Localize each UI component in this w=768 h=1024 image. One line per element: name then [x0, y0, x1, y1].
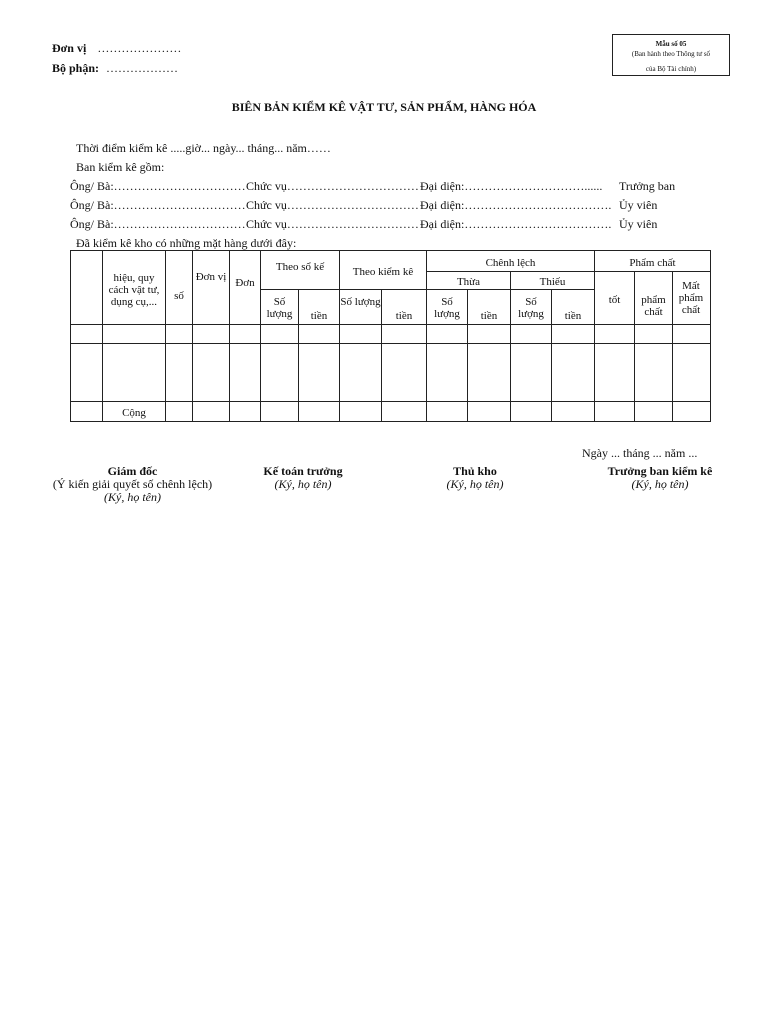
date-line: Ngày ... tháng ... năm ... [582, 446, 698, 460]
th-don-vi: Đơn vị [195, 271, 227, 283]
table-vline [551, 289, 552, 422]
thoi-diem-kiem-ke: Thời điểm kiểm kê .....giờ... ngày... tháng... năm…… [76, 141, 331, 155]
table-vline [229, 250, 230, 422]
th-mat-pham-chat: Mất phẩm chất [678, 280, 704, 316]
signer-title: Kế toán trưởng [263, 464, 343, 478]
th-tien: tiền [480, 310, 498, 322]
member-2-name: Ông/ Bà:…………………………… [70, 198, 246, 212]
table-border-bottom [70, 421, 711, 422]
th-tien: tiền [310, 310, 328, 322]
th-theo-so-ke: Theo sổ kế [275, 261, 325, 273]
bo-phan-label: Bộ phận: [52, 61, 100, 75]
th-pham-chat-sub: phẩm chất [641, 294, 666, 318]
signer-title: Thủ kho [453, 464, 497, 478]
signer-sign: (Ký, họ tên) [104, 490, 161, 504]
th-thieu: Thiếu [539, 276, 566, 288]
member-3-role: Ủy viên [619, 217, 658, 231]
mau-so-box [612, 34, 730, 76]
th-thua: Thừa [456, 276, 481, 288]
table-line-row1 [70, 343, 710, 344]
th-chenh-lech: Chênh lệch [485, 257, 536, 269]
signer-giam-doc [40, 465, 225, 504]
bo-phan-row [52, 61, 178, 76]
table-vline [260, 250, 261, 422]
signer-title: Giám đốc [107, 464, 158, 478]
member-2-representing: Đại diện:………………………………. [420, 198, 612, 212]
row-cong: Cộng [122, 407, 146, 419]
th-so-luong: Số lượng [340, 296, 381, 308]
member-1-representing: Đại diện:…………………………...... [420, 179, 603, 193]
member-3-representing: Đại diện:………………………………. [420, 217, 612, 231]
th-theo-kiem-ke: Theo kiểm kê [352, 266, 414, 278]
table-line-header-bottom [70, 324, 710, 325]
table-vline [510, 271, 511, 422]
th-pham-chat: Phẩm chất [629, 257, 676, 269]
th-so: số [174, 290, 184, 302]
table-vline [381, 289, 382, 422]
member-3-position: Chức vụ…………………………… [246, 217, 419, 231]
mau-so-line1: Mẫu số 05 [655, 40, 687, 48]
th-tien: tiền [395, 310, 413, 322]
member-1-name: Ông/ Bà:…………………………… [70, 179, 246, 193]
table-line-pham-chat [594, 271, 710, 272]
don-vi-row [52, 41, 181, 56]
table-line-row2 [70, 401, 710, 402]
member-1-position: Chức vụ…………………………… [246, 179, 419, 193]
table-border-top [70, 250, 710, 251]
member-3-name: Ông/ Bà:…………………………… [70, 217, 246, 231]
table-vline [594, 250, 595, 422]
bo-phan-dots: ……………… [106, 61, 179, 75]
signer-sub: (Ý kiến giải quyết số chênh lệch) [52, 477, 213, 491]
th-don: Đơn [235, 277, 255, 289]
table-border-left [70, 250, 71, 422]
th-so-luong: Số lượng [434, 296, 460, 320]
mau-so-line2: (Ban hành theo Thông tư số [631, 50, 711, 58]
ban-kiem-ke-label: Ban kiểm kê gồm: [76, 160, 165, 174]
table-vline [467, 289, 468, 422]
don-vi-label: Đơn vị [52, 41, 87, 55]
signer-truong-ban [580, 465, 740, 491]
signer-title: Trưởng ban kiểm kê [607, 464, 713, 478]
mau-so-line3: của Bộ Tài chính) [645, 65, 697, 73]
table-vline [298, 289, 299, 422]
th-tot: tốt [608, 294, 621, 306]
th-item-name: hiệu, quy cách vật tư, dụng cụ,... [108, 272, 160, 308]
th-so-luong: Số lượng [266, 296, 293, 320]
member-2-role: Ủy viên [619, 198, 658, 212]
signer-sign: (Ký, họ tên) [446, 477, 504, 491]
table-border-right [710, 250, 711, 422]
page-title: BIÊN BẢN KIỂM KÊ VẬT TƯ, SẢN PHẨM, HÀNG HÓA [231, 100, 537, 114]
signer-sign: (Ký, họ tên) [631, 477, 689, 491]
th-tien: tiền [564, 310, 582, 322]
don-vi-dots: ………………… [97, 41, 182, 55]
table-line-subheader [260, 289, 594, 290]
signer-sign: (Ký, họ tên) [274, 477, 332, 491]
signer-ke-toan-truong [238, 465, 368, 491]
th-so-luong: Số lượng [518, 296, 544, 320]
da-kiem-ke-label: Đã kiểm kê kho có những mặt hàng dưới đây: [76, 236, 297, 250]
table-vline [102, 250, 103, 422]
table-vline [165, 250, 166, 422]
member-2-position: Chức vụ…………………………… [246, 198, 419, 212]
member-1-role: Trưởng ban [619, 179, 676, 193]
signer-thu-kho [415, 465, 535, 491]
